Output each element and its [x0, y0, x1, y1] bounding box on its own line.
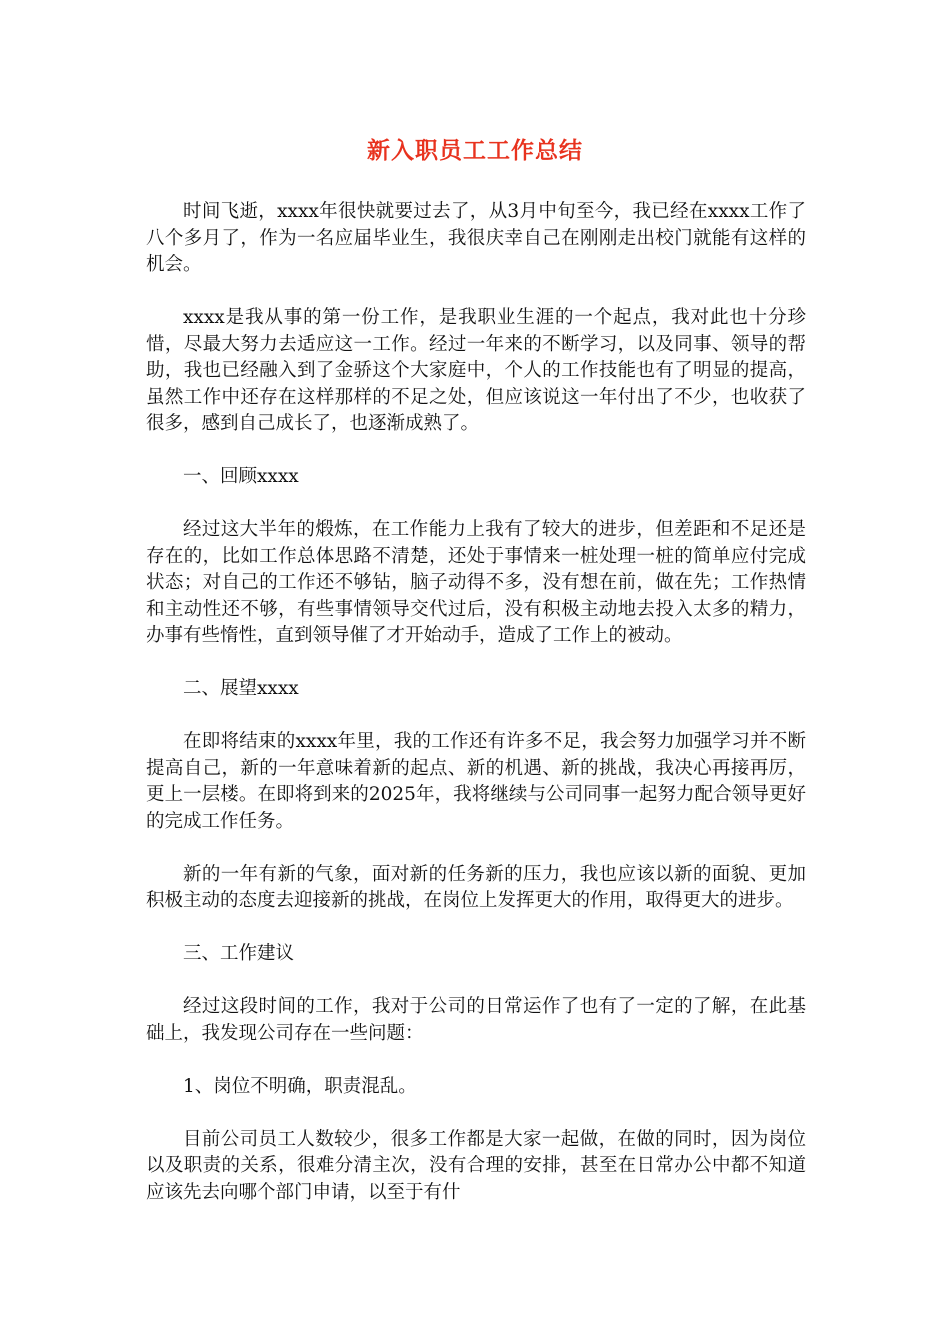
paragraph-intro: 时间飞逝，xxxx年很快就要过去了，从3月中旬至今，我已经在xxxx工作了八个多月了，作为一名应届毕业生，我很庆幸自己在刚刚走出校门就能有这样的机会。	[146, 201, 806, 275]
paragraph-outlook: 在即将结束的xxxx年里，我的工作还有许多不足，我会努力加强学习并不断提高自己，新的一年意味着新的起点、新的机遇、新的挑战，我决心再接再厉，更上一层楼。在即将到来的2025年，我将继续与公司同事一起努力配合领导更好的完成工作任务。	[146, 731, 806, 832]
section-heading-review: 一、回顾xxxx	[183, 466, 299, 487]
section-heading-suggestions: 三、工作建议	[183, 943, 295, 964]
subheading-unclear-roles: 1、岗位不明确，职责混乱。	[183, 1075, 417, 1097]
paragraph-new-year: 新的一年有新的气象，面对新的任务新的压力，我也应该以新的面貌、更加积极主动的态度去迎接新的挑战，在岗位上发挥更大的作用，取得更大的进步。	[146, 863, 806, 911]
document-body	[146, 199, 806, 1233]
paragraph-suggestions-intro: 经过这段时间的工作，我对于公司的日常运作了也有了一定的了解，在此基础上，我发现公司存在一些问题：	[146, 996, 806, 1044]
section-heading-outlook: 二、展望xxxx	[183, 678, 299, 699]
paragraph-review: 经过这大半年的煅炼，在工作能力上我有了较大的进步，但差距和不足还是存在的，比如工作总体思路不清楚，还处于事情来一桩处理一桩的简单应付完成状态；对自己的工作还不够钻，脑子动得不多，没有想在前，做在先；工作热情和主动性还不够，有些事情领导交代过后，没有积极主动地去投入太多的精力，办事有些惰性，直到领导催了才开始动手，造成了工作上的被动。	[146, 519, 806, 646]
document-title: 新入职员工工作总结	[367, 138, 583, 164]
paragraph-first-job: xxxx是我从事的第一份工作，是我职业生涯的一个起点，我对此也十分珍惜，尽最大努力去适应这一工作。经过一年来的不断学习，以及同事、领导的帮助，我也已经融入到了金骄这个大家庭中，个人的工作技能也有了明显的提高，虽然工作中还存在这样那样的不足之处，但应该说这一年付出了不少，也收获了很多，感到自己成长了，也逐渐成熟了。	[146, 307, 806, 434]
paragraph-unclear-roles: 目前公司员工人数较少，很多工作都是大家一起做，在做的同时，因为岗位以及职责的关系，很难分清主次，没有合理的安排，甚至在日常办公中都不知道应该先去向哪个部门申请，以至于有什	[146, 1128, 806, 1203]
